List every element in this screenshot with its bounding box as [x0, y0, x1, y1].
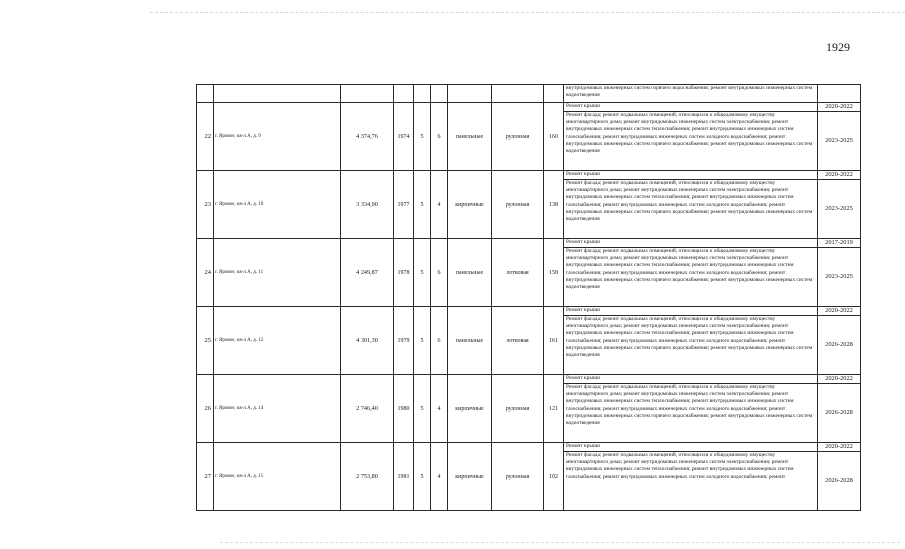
apartment-count: 102: [544, 443, 564, 511]
floor-count: 5: [414, 443, 431, 511]
apartment-count: 121: [544, 375, 564, 443]
facade-repair-work: Ремонт фасада; ремонт подвальных помещений, относящихся к общедомовому имуществу многоквартирного дома; ремонт внутридомовых инженерных систем электроснабжения; ремонт внутридомовых инженерных систем теплоснабжения; ремонт внутридомовых инженерных систем газоснабжения; ремонт внутридомовых инженерных систем холодного водоснабжения; ремонт внутридомовых инженерных систем горячего водоснабжения; ремонт внутридомовых инженерных систем водоотведения: [564, 384, 818, 443]
facade-repair-period: 2023-2025: [818, 112, 861, 171]
row-number: 24: [197, 239, 214, 307]
roof-repair-period: 2017-2019: [818, 239, 861, 248]
entrance-count: 6: [431, 239, 448, 307]
roof-repair-work: Ремонт крыши: [564, 103, 818, 112]
build-year: 1980: [394, 375, 414, 443]
scan-edge-bottom: [220, 542, 900, 543]
total-area: 3 334,90: [341, 171, 394, 239]
floor-count: 5: [414, 375, 431, 443]
scan-edge-top: [150, 12, 905, 13]
roof-repair-row: [197, 103, 861, 112]
apartment-count: 158: [544, 239, 564, 307]
apartment-count: 160: [544, 103, 564, 171]
table-body: [197, 85, 861, 511]
facade-repair-work: Ремонт фасада; ремонт подвальных помещений, относящихся к общедомовому имуществу многоквартирного дома; ремонт внутридомовых инженерных систем электроснабжения; ремонт внутридомовых инженерных систем теплоснабжения; ремонт внутридомовых инженерных систем газоснабжения; ремонт внутридомовых инженерных систем холодного водоснабжения; ремонт внутридомовых инженерных систем горячего водоснабжения; ремонт внутридомовых инженерных систем водоотведения: [564, 180, 818, 239]
floor-count: 5: [414, 239, 431, 307]
roof-repair-work: Ремонт крыши: [564, 307, 818, 316]
build-year: 1977: [394, 171, 414, 239]
roof-repair-row: [197, 375, 861, 384]
house-address: г. Яровое, кв-л А, д. 10: [214, 171, 341, 239]
house-address: г. Яровое, кв-л А, д. 11: [214, 239, 341, 307]
wall-material: кирпичные: [448, 443, 492, 511]
page-number: 1929: [826, 40, 850, 54]
wall-material: панельные: [448, 239, 492, 307]
wall-material: кирпичные: [448, 375, 492, 443]
roof-repair-period: 2020-2022: [818, 443, 861, 452]
wall-material: кирпичные: [448, 171, 492, 239]
house-address: г. Яровое, кв-л А, д. 9: [214, 103, 341, 171]
row-number: 27: [197, 443, 214, 511]
entrance-count: 4: [431, 443, 448, 511]
facade-repair-work: Ремонт фасада; ремонт подвальных помещений, относящихся к общедомовому имуществу многоквартирного дома; ремонт внутридомовых инженерных систем электроснабжения; ремонт внутридомовых инженерных систем теплоснабжения; ремонт внутридомовых инженерных систем газоснабжения; ремонт внутридомовых инженерных систем холодного водоснабжения; ремонт внутридомовых инженерных систем горячего водоснабжения; ремонт внутридомовых инженерных систем водоотведения: [564, 112, 818, 171]
roof-repair-work: Ремонт крыши: [564, 443, 818, 452]
apartment-count: 138: [544, 171, 564, 239]
entrance-count: 4: [431, 171, 448, 239]
build-year: 1981: [394, 443, 414, 511]
roof-repair-work: Ремонт крыши: [564, 171, 818, 180]
facade-repair-period: 2026-2028: [818, 384, 861, 443]
total-area: 4 249,87: [341, 239, 394, 307]
roof-type: рулонная: [492, 103, 544, 171]
row-number: 22: [197, 103, 214, 171]
apartment-count: 161: [544, 307, 564, 375]
wall-material: панельные: [448, 103, 492, 171]
facade-repair-work: Ремонт фасада; ремонт подвальных помещений, относящихся к общедомовому имуществу многоквартирного дома; ремонт внутридомовых инженерных систем электроснабжения; ремонт внутридомовых инженерных систем теплоснабжения; ремонт внутридомовых инженерных систем газоснабжения; ремонт внутридомовых инженерных систем холодного водоснабжения; ремонт внутридомовых инженерных систем горячего водоснабжения; ремонт внутридомовых инженерных систем водоотведения: [564, 316, 818, 375]
continuation-work-text: внутридомовых инженерных систем горячего водоснабжения; ремонт внутридомовых инженерных систем водоотведения: [564, 85, 818, 103]
facade-repair-period: 2026-2028: [818, 316, 861, 375]
roof-repair-period: 2020-2022: [818, 375, 861, 384]
roof-repair-work: Ремонт крыши: [564, 239, 818, 248]
roof-repair-row: [197, 171, 861, 180]
total-area: 4 374,76: [341, 103, 394, 171]
facade-repair-period: 2023-2025: [818, 180, 861, 239]
floor-count: 5: [414, 171, 431, 239]
roof-repair-period: 2020-2022: [818, 103, 861, 112]
roof-repair-work: Ремонт крыши: [564, 375, 818, 384]
build-year: 1974: [394, 103, 414, 171]
house-address: г. Яровое, кв-л А, д. 15: [214, 443, 341, 511]
row-number: 23: [197, 171, 214, 239]
house-address: г. Яровое, кв-л А, д. 12: [214, 307, 341, 375]
roof-type: рулонная: [492, 171, 544, 239]
roof-type: рулонная: [492, 443, 544, 511]
roof-repair-period: 2020-2022: [818, 307, 861, 316]
roof-repair-row: [197, 307, 861, 316]
continuation-row: [197, 85, 861, 103]
capital-repair-table: [196, 84, 861, 511]
floor-count: 5: [414, 307, 431, 375]
roof-type: рулонная: [492, 375, 544, 443]
house-address: г. Яровое, кв-л А, д. 14: [214, 375, 341, 443]
roof-repair-period: 2020-2022: [818, 171, 861, 180]
roof-type: лотковая: [492, 307, 544, 375]
roof-repair-row: [197, 239, 861, 248]
roof-type: лотковая: [492, 239, 544, 307]
facade-repair-period: 2023-2025: [818, 248, 861, 307]
entrance-count: 4: [431, 375, 448, 443]
build-year: 1979: [394, 307, 414, 375]
total-area: 2 746,40: [341, 375, 394, 443]
build-year: 1978: [394, 239, 414, 307]
entrance-count: 6: [431, 307, 448, 375]
floor-count: 5: [414, 103, 431, 171]
total-area: 4 301,30: [341, 307, 394, 375]
facade-repair-work: Ремонт фасада; ремонт подвальных помещений, относящихся к общедомовому имуществу многоквартирного дома; ремонт внутридомовых инженерных систем электроснабжения; ремонт внутридомовых инженерных систем теплоснабжения; ремонт внутридомовых инженерных систем газоснабжения; ремонт внутридомовых инженерных систем холодного водоснабжения; ремонт: [564, 452, 818, 511]
total-area: 2 753,80: [341, 443, 394, 511]
facade-repair-period: 2026-2028: [818, 452, 861, 511]
row-number: 26: [197, 375, 214, 443]
roof-repair-row: [197, 443, 861, 452]
entrance-count: 6: [431, 103, 448, 171]
facade-repair-work: Ремонт фасада; ремонт подвальных помещений, относящихся к общедомовому имуществу многоквартирного дома; ремонт внутридомовых инженерных систем электроснабжения; ремонт внутридомовых инженерных систем теплоснабжения; ремонт внутридомовых инженерных систем газоснабжения; ремонт внутридомовых инженерных систем холодного водоснабжения; ремонт внутридомовых инженерных систем горячего водоснабжения; ремонт внутридомовых инженерных систем водоотведения: [564, 248, 818, 307]
row-number: 25: [197, 307, 214, 375]
wall-material: панельные: [448, 307, 492, 375]
